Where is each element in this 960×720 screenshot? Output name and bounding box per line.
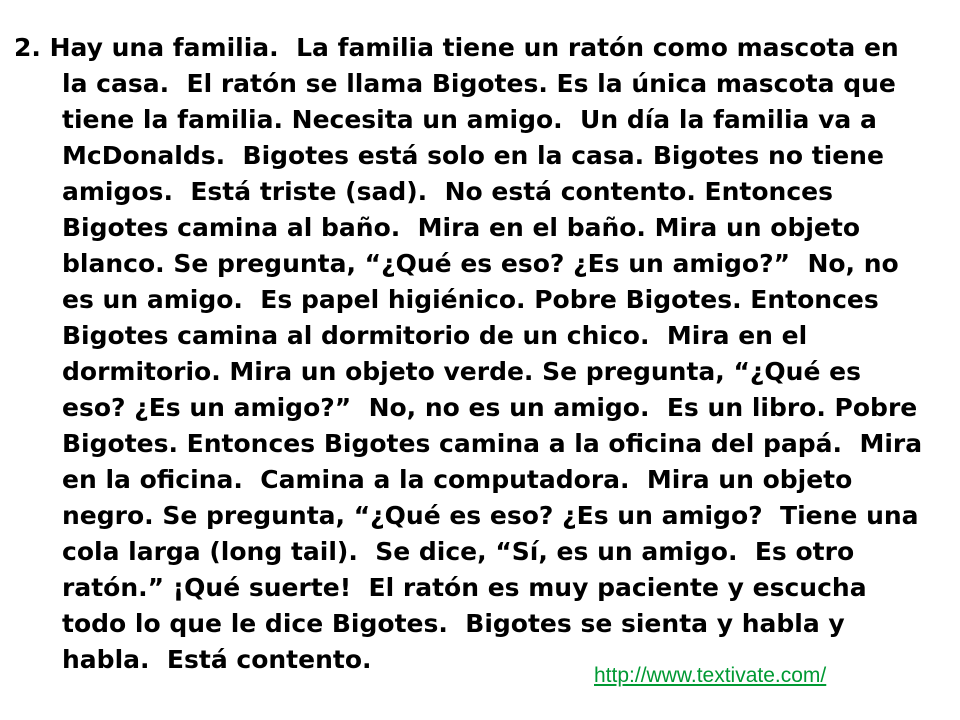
story-line: Bigotes. Entonces Bigotes camina a la oficina del papá. Mira [62,429,923,458]
story-line: eso? ¿Es un amigo?” No, no es un amigo. Es un libro. Pobre [62,393,918,422]
story-line: tiene la familia. Necesita un amigo. Un día la familia va a [62,105,877,134]
story-line: cola larga (long tail). Se dice, “Sí, es un amigo. Es otro [62,537,855,566]
story-line: 2. Hay una familia. La familia tiene un ratón como mascota en [14,33,899,62]
story-line: blanco. Se pregunta, “¿Qué es eso? ¿Es un amigo?” No, no [62,249,899,278]
story-line: en la oficina. Camina a la computadora. Mira un objeto [62,465,853,494]
story-line: amigos. Está triste (sad). No está contento. Entonces [62,177,834,206]
story-line: todo lo que le dice Bigotes. Bigotes se sienta y habla y [62,609,845,638]
story-line: Bigotes camina al baño. Mira en el baño. Mira un objeto [62,213,860,242]
story-line: dormitorio. Mira un objeto verde. Se pregunta, “¿Qué es [62,357,861,386]
story-line: habla. Está contento. [62,645,372,674]
story-line: la casa. El ratón se llama Bigotes. Es la única mascota que [62,69,896,98]
story-line: Bigotes camina al dormitorio de un chico. Mira en el [62,321,808,350]
story-line: negro. Se pregunta, “¿Qué es eso? ¿Es un amigo? Tiene una [62,501,919,530]
story-line: ratón.” ¡Qué suerte! El ratón es muy paciente y escucha [62,573,867,602]
story-line: es un amigo. Es papel higiénico. Pobre Bigotes. Entonces [62,285,879,314]
story-line: McDonalds. Bigotes está solo en la casa. Bigotes no tiene [62,141,884,170]
textivate-link[interactable]: http://www.textivate.com/ [594,664,827,687]
